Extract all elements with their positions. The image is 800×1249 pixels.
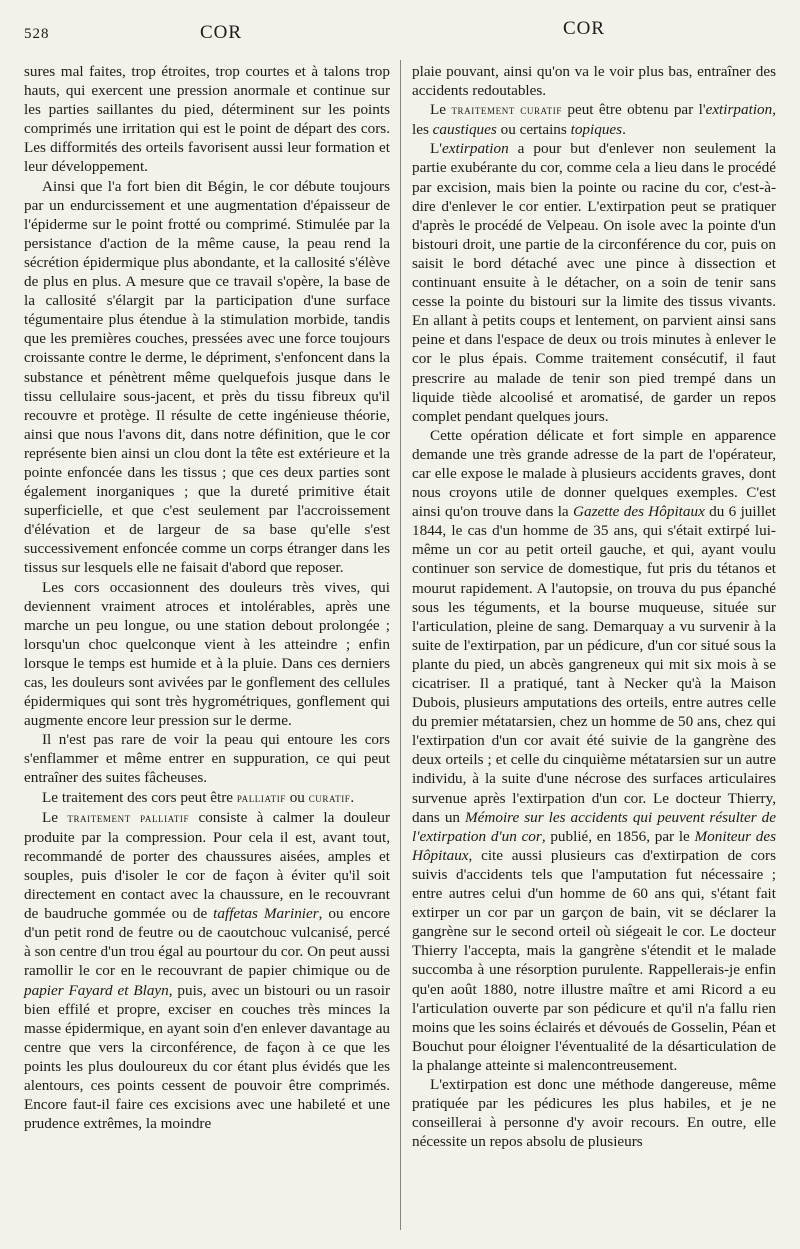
paragraph: Ainsi que l'a fort bien dit Bégin, le cor débute toujours par un endurcissement et une augmentation d'épaisseur de l'épiderme sur le point frotté ou comprimé. Stimulée par la persistance d'action de la même cause, la peau rend la sécrétion épidermique plus abondante, et la callosité s'élève de plus en plus. A mesure que ce travail s'opère, la base de la callosité s'élargit par la participation d'une surface tégumentaire plus étendue à la stimulation morbide, tandis que les premières couches, pressées avec une force toujours croissante contre le derme, le dépriment, s'enfoncent dans la substance et pénètrent même quelquefois jusque dans le tissu cellulaire sous-jacent, et près du tissu fibreux qu'il recouvre et protège. Il résulte de cette ingénieuse théorie, ainsi que nous l'avons dit, dans notre définition, que le cor représente bien ainsi un clou dont la tête est extérieure et la pointe enfoncée dans les tissus ; que ces deux parties sont également inorganiques ; que la dureté primitive était superficielle, et que c'est seulement par l'accroissement d'élévation et de largeur de sa base qu'elle s'est successivement enfoncée comme un corps étranger dans les tissus sur lesquels elle ne faisait d'abord que reposer.: [24, 177, 390, 577]
paragraph: Les cors occasionnent des douleurs très vives, qui deviennent vraiment atroces et intolérables, après une marche un peu longue, ou une station debout prolongée ; lorsqu'un choc quelconque vient à les atteindre ; enfin lorsque le temps est humide et à la pluie. Dans ces derniers cas, les douleurs sont avivées par le gonflement des cellules épidermiques qui sont très hygrométriques, gonflement qui augmente encore leur pression sur le derme.: [24, 578, 390, 730]
italic-term: taffetas Marinier: [213, 905, 319, 923]
text-run: ou certains: [500, 121, 567, 139]
column-divider: [400, 60, 401, 1230]
text-run: .: [622, 121, 626, 139]
text-run: , publié, en 1856, par le: [541, 827, 690, 845]
left-column: [24, 62, 390, 1133]
paragraph: L'extirpation est donc une méthode dangereuse, même pratiquée par les pédicures les plus habiles, et je ne conseillerai à personne d'y avoir recours. En outre, elle nécessite un repos absolu de plusieurs: [412, 1075, 776, 1151]
text-run: Le: [430, 101, 447, 119]
page-number: 528: [24, 26, 50, 42]
paragraph: [412, 426, 776, 1075]
text-run: peut être obtenu par l': [567, 101, 706, 119]
italic-term: topiques: [570, 121, 623, 139]
italic-term: papier Fayard et Blayn: [24, 981, 169, 999]
italic-term: extirpation: [442, 140, 509, 158]
text-run: , les: [412, 101, 777, 139]
text-run: Cette opération délicate et fort simple en apparence demande une très grande adresse de la part de l'opérateur, car elle expose le malade à plusieurs accidents graves, dont nous croyons utile de donner quelques exemples. C'est ainsi qu'on trouve dans la: [412, 426, 776, 521]
text-run: , cite aussi plusieurs cas d'extirpation de cors suivis d'accidents tels que l'amputation fut nécessaire ; entre autres celui d'un homme de 60 ans qui, s'étant fait extirper un cor par un garçon de bain, vit se déclarer la gangrène sur le second orteil où siégeait le cor. Le docteur Thierry l'accepta, mais la gangrène s'étendit et le malade succomba à une résorption purulente. Rappellerais-je enfin qu'en août 1880, notre illustre maître et ami Ricord a eu l'articulation ouverte par son pédicure et qu'il n'a fallu rien moins que les soins éclairés et dévoués de Gosselin, Péan et Bouchut pour éloigner l'éventualité de la désarticulation de la phalange atteinte si malencontreusement.: [412, 846, 776, 1074]
small-caps-term: traitement curatif: [451, 103, 562, 118]
paragraph: [412, 100, 776, 139]
text-run: consiste à calmer la douleur produite par la compression. Pour cela il est, avant tout, recommandé de porter des chaussures aisées, amples et souples, puis d'isoler le cor de façon à éviter qu'il soit directement en contact avec la chaussure, en le recouvrant de baudruche gommée ou de: [24, 808, 391, 923]
italic-term: Moniteur des Hôpitaux: [412, 827, 776, 864]
right-column: [412, 62, 776, 1151]
text-run: a pour but d'enlever non seulement la partie exubérante du cor, comme cela a lieu dans le procédé par excision, mais bien la pointe ou racine du cor, c'est-à-dire d'enlever le cor entier. L'extirpation peut se pratiquer d'après le procédé de Velpeau. On isole avec la pointe d'un bistouri droit, une partie de la circonférence du cor, puis on saisit le bord détaché avec une pince à dissection et continuant ensuite à le détacher, on a soin de tenir sans cesse la pointe du bistouri sur la limite des tissus vivants. En allant à petits coups et lentement, on parvient ainsi sans peine et dans l'espace de deux ou trois minutes à enlever le cor le plus épais. Comme traitement consécutif, il faut prescrire au malade de tenir son pied trempé dans un liquide tiède alcoolisé et aromatisé, de garder un repos complet pendant quelques jours.: [412, 140, 776, 425]
paragraph: Il n'est pas rare de voir la peau qui entoure les cors s'enflammer et même entrer en suppuration, ce qui peut entraîner des suites fâcheuses.: [24, 731, 390, 787]
paragraph: [24, 808, 390, 1134]
text-run: , puis, avec un bistouri ou un rasoir bien effilé et propre, exciser en couches très minces la masse épidermique, en ayant soin d'en enlever davantage au centre que vers la circonférence, de façon à ce que les points les plus douloureux du cor étant plus évidés que les alentours, ces points cessent de pouvoir être comprimés. Encore faut-il faire ces excisions avec une habileté et une prudence extrêmes, la moindre: [24, 981, 390, 1133]
italic-term: Mémoire sur les accidents qui peuvent résulter de l'extirpation d'un cor: [412, 808, 776, 845]
text-run: du 6 juillet 1844, le cas d'un homme de 35 ans, qui s'était extirpé lui-même un cor au petit orteil gauche, et qui, ayant voulu continuer son service de domestique, fut pris du tétanos et mourut rapidement. A l'autopsie, on trouva du pus épanché sous les téguments, et la bourse muqueuse, située sur l'articulation, pleine de sang. Demarquay a vu survenir à la suite de l'extirpation, par un pédicure, d'un cor situé sous la plante du pied, un abcès gangreneux qui mit six mois à se cicatriser. Il a pratiqué, tant à Necker qu'à la Maison Dubois, plusieurs amputations des orteils, entre autres celle du premier métatarsien, chez un homme de 50 ans, chez qui l'extirpation d'un cor avait été suivie de la gangrène des deux orteils ; et celle du cinquième métatarsien sur un autre individu, à la suite d'une nécrose des surfaces articulaires survenue après l'extirpation d'un cor. Le docteur Thierry, dans un: [412, 503, 777, 826]
small-caps-term: curatif: [308, 790, 351, 805]
running-head-right: COR: [563, 18, 606, 39]
small-caps-term: traitement palliatif: [67, 810, 190, 825]
italic-term: caustiques: [432, 121, 497, 139]
italic-term: Gazette des Hôpitaux: [573, 503, 705, 521]
page-header: [0, 18, 800, 48]
text-run: L': [430, 140, 443, 158]
paragraph: [24, 788, 390, 808]
paragraph: sures mal faites, trop étroites, trop courtes et à talons trop hauts, qui exercent une pression anormale et continue sur les parties saillantes du pied, déterminent sur les points comprimés une irritation qui est le point de départ des cors. Les difformités des orteils favorisent aussi leur formation et leur développement.: [24, 63, 390, 176]
paragraph: plaie pouvant, ainsi qu'on va le voir plus bas, entraîner des accidents redoutables.: [412, 63, 776, 100]
text-run: Le traitement des cors peut être: [42, 788, 234, 806]
text-run: .: [350, 788, 355, 806]
text-run: , ou encore d'un petit rond de feutre ou de caoutchouc vulcanisé, percé à son centre d'un trou égal au pourtour du cor. On peut aussi ramollir le cor en le recouvrant de papier chimique ou de: [24, 905, 391, 980]
running-head-left: COR: [200, 22, 243, 43]
italic-term: extirpation: [705, 101, 773, 119]
small-caps-term: palliatif: [236, 790, 286, 805]
text-run: ou: [289, 788, 305, 806]
paragraph: [412, 139, 776, 425]
text-run: Le: [42, 808, 59, 826]
